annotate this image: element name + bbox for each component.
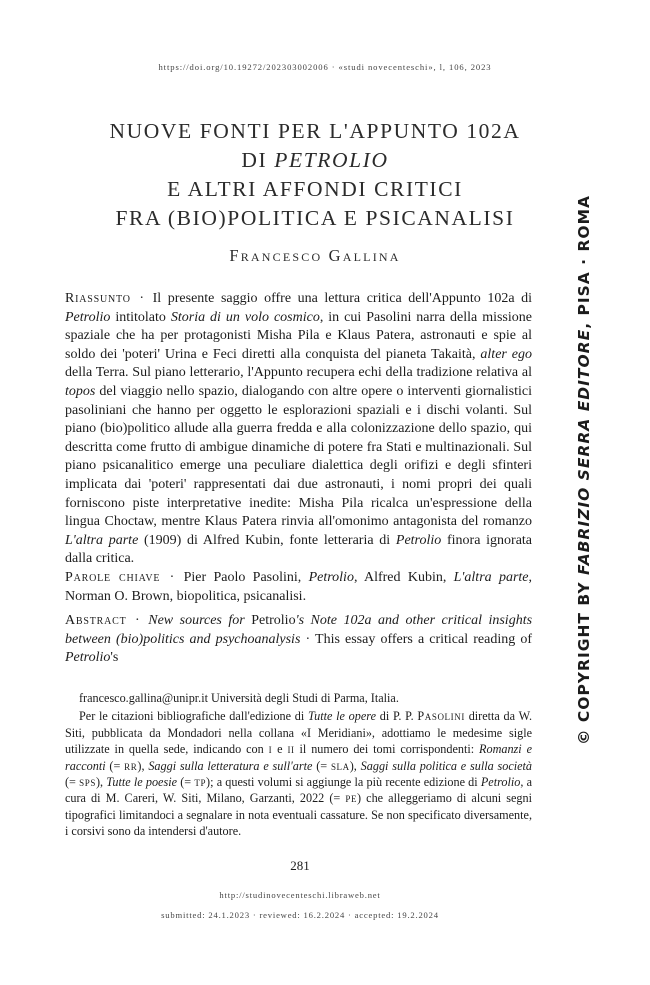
- title-line: [40, 117, 590, 146]
- text-run: il numero dei tomi corrispondenti:: [294, 742, 480, 757]
- author-name: Francesco Gallina: [229, 246, 401, 265]
- title-line: [40, 204, 590, 233]
- italic-text: Petrolio: [65, 309, 111, 325]
- italic-text: 's Note 102a and other critical insights between (bio)politics and psychoanalysis: [65, 613, 533, 647]
- copyright-text: © COPYRIGHT BY: [575, 575, 593, 745]
- text-run: , a cura di M. Careri, W. Siti, Milano, Garzanti, 2022 (=: [65, 775, 533, 806]
- citation-note-body: [65, 709, 532, 838]
- italic-text: Saggi sulla letteratura e sull'arte: [148, 758, 313, 773]
- publisher-name: FABRIZIO SERRA EDITORE: [575, 328, 593, 575]
- italic-text: Saggi sulla politica e sulla società: [360, 758, 533, 773]
- text-run: (=: [65, 775, 80, 790]
- small-caps-text: rr: [124, 758, 138, 773]
- small-caps-text: ii: [287, 742, 295, 757]
- italic-text: alter ego: [480, 346, 532, 362]
- text-run: ),: [349, 758, 361, 773]
- riassunto-label: Riassunto: [65, 291, 131, 306]
- text-run: ),: [95, 775, 107, 790]
- italic-text: Romanzi e racconti: [65, 742, 532, 773]
- italic-text: topos: [65, 383, 96, 399]
- italic-text: Petrolio: [308, 569, 354, 585]
- title-line: [40, 146, 590, 175]
- small-caps-text: tp: [194, 775, 207, 790]
- abstract-label: Abstract: [65, 613, 127, 629]
- italic-text: Tutte le poesie: [106, 775, 177, 790]
- title-text: DI: [241, 148, 275, 172]
- riassunto-body: [65, 291, 532, 566]
- italic-text: Petrolio: [65, 650, 111, 666]
- title-text: FRA (BIO)POLITICA E PSICANALISI: [115, 206, 515, 230]
- citation-note: [65, 708, 532, 839]
- text-run: diretta da W. Siti, pubblicata da Mondadori nella collana «I Meridiani», adottiamo le medesime sigle utilizzate in quella sede, indicando con: [65, 709, 533, 757]
- text-run: (1909) di Alfred Kubin, fonte letteraria di: [138, 532, 396, 548]
- text-run: (=: [105, 758, 125, 773]
- text-run: di P. P.: [375, 709, 418, 724]
- small-caps-text: Pasolini: [417, 709, 465, 724]
- abstract-section: [65, 290, 532, 668]
- text-run: · This essay offers a critical reading of: [300, 631, 532, 647]
- submission-dates: submitted: 24.1.2023 · reviewed: 16.2.2024 · accepted: 19.2.2024: [161, 910, 439, 920]
- text-run: (=: [312, 758, 331, 773]
- text-run: e: [272, 742, 288, 757]
- small-caps-text: i: [268, 742, 273, 757]
- title-text: NUOVE FONTI PER L'APPUNTO 102A: [109, 119, 521, 143]
- italic-text: Storia di un volo cosmico: [170, 309, 320, 325]
- riassunto-paragraph: [65, 290, 532, 569]
- doi-header: https://doi.org/10.19272/202303002006 · «studi novecenteschi», l, 106, 2023: [158, 62, 492, 72]
- text-run: (=: [177, 775, 195, 790]
- page-number: 281: [290, 858, 310, 873]
- small-caps-text: sla: [330, 758, 350, 773]
- italic-text: Petrolio: [480, 775, 521, 790]
- author-contact-note: francesco.gallina@unipr.it Università degli Studi di Parma, Italia.: [79, 691, 399, 705]
- title-text: E ALTRI AFFONDI CRITICI: [167, 177, 463, 201]
- italic-text: Tutte le opere: [308, 709, 376, 724]
- small-caps-text: sps: [79, 775, 96, 790]
- text-run: della Terra. Sul piano letterario, l'Appunto recupera echi della tradizione relativa al: [65, 365, 532, 381]
- italic-text: Petrolio: [395, 532, 442, 548]
- italic-text: L'altra parte: [65, 532, 139, 548]
- article-title: [40, 117, 590, 233]
- footnotes-section: [65, 690, 532, 840]
- text-run: , in cui Pasolini narra della missione spaziale che ha per protagonisti Misha Pila e Klaus Patera, astronauti e spie al soldo dei 'poteri' Urina e Feci diretti alla conquista del pianeta Takaità,: [65, 309, 532, 362]
- text-run: ) che alleggeriamo di alcuni segni tipografici limitandoci a segnalare in nota eventuali cassature. Se non specificato diversamente, i corsivi sono da intendersi d'autore.: [65, 791, 532, 839]
- separator-dot: ·: [139, 291, 145, 306]
- separator-dot: ·: [169, 569, 175, 585]
- title-italic-text: PETROLIO: [274, 148, 389, 172]
- text-run: ),: [137, 758, 149, 773]
- text-run: del viaggio nello spazio, dialogando con altre opere o interventi giornalistici pasoliniani che hanno per oggetto le esplorazioni spaziali e i dischi volanti. Sul piano (bio)politico allude alla guerra fredda e alla colonizzazione dello spazio, qui descritta come frutto di ambigue dinamiche di potere fra Stati e multinazionali. Sul piano psicanalitico emerge una peculiare dialettica degli orifizi e degli sfinteri implicata dai 'poteri' rappresentati dai due astronauti, i nomi propri dei quali forniscono piste interpretative inedite: Misha Pila ricalca un'espressione della lingua Choctaw, mentre Klaus Patera rinvia all'omonimo antagonista del romanzo: [65, 383, 532, 530]
- separator-dot: ·: [135, 613, 140, 629]
- copyright-text: , PISA · ROMA: [575, 195, 593, 329]
- keywords-label: Parole chiave: [65, 569, 161, 585]
- italic-text: New sources for: [148, 613, 252, 629]
- journal-url: http://studinovecenteschi.libraweb.net: [219, 890, 381, 900]
- text-run: 's: [110, 650, 119, 666]
- italic-text: L'altra parte: [453, 569, 529, 585]
- small-caps-text: pe: [345, 791, 358, 806]
- text-run: intitolato: [110, 309, 171, 325]
- text-run: Pier Paolo Pasolini,: [176, 569, 309, 585]
- abstract-en-paragraph: [65, 612, 532, 668]
- text-run: finora ignorata dalla critica.: [65, 532, 533, 567]
- text-run: , Alfred Kubin,: [353, 569, 454, 585]
- copyright-notice: [571, 190, 597, 750]
- text-run: Petrolio: [251, 613, 296, 629]
- text-run: Il presente saggio offre una lettura critica dell'Appunto 102a di: [146, 291, 533, 306]
- keywords-paragraph: [65, 569, 532, 606]
- title-line: [40, 175, 590, 204]
- text-run: , Norman O. Brown, biopolitica, psicanalisi.: [65, 569, 533, 604]
- text-run: Per le citazioni bibliografiche dall'edizione di: [79, 709, 309, 724]
- text-run: ); a questi volumi si aggiunge la più recente edizione di: [206, 775, 481, 790]
